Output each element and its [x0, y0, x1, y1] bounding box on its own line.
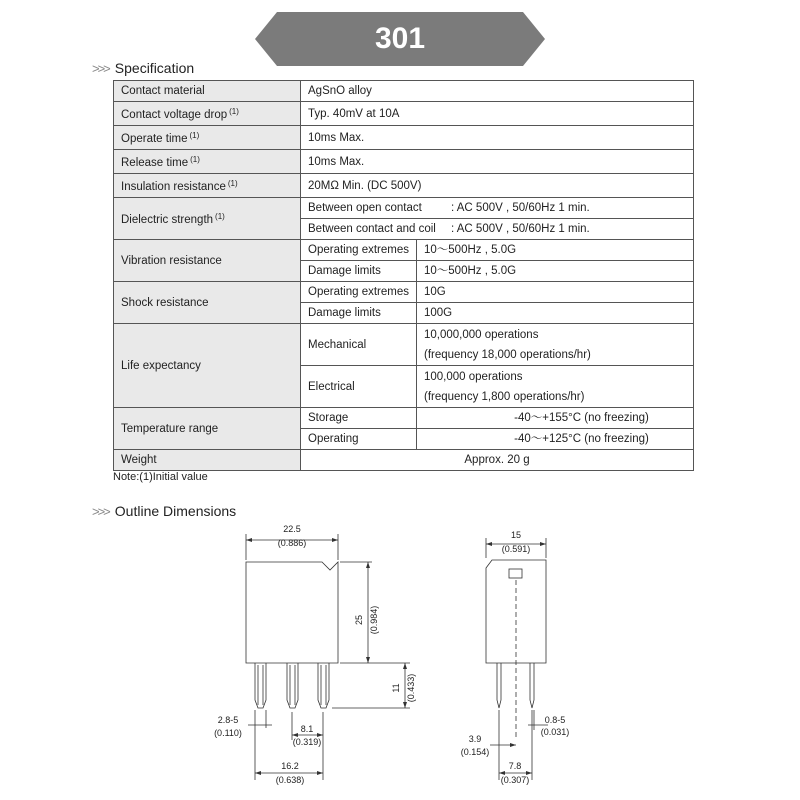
row-value: 10ms Max. — [301, 126, 694, 150]
value-line: 10,000,000 operations — [424, 328, 539, 341]
chevrons-icon: >>> — [92, 60, 109, 76]
table-row — [114, 282, 694, 303]
dielectric-name: Between contact and coil — [308, 223, 436, 235]
sub-value: -40～+155°C (no freezing) — [417, 408, 694, 429]
pin-thickness-inch: (0.031) — [540, 727, 570, 737]
front-body-outline — [246, 562, 338, 663]
sub-value: -40～+125°C (no freezing) — [417, 429, 694, 450]
row-label-cell — [114, 126, 301, 150]
note-marker: (1) — [227, 179, 238, 188]
sub-label: Damage limits — [301, 303, 417, 324]
pin-width-label: 2.8-5 — [217, 715, 239, 725]
row-label-cell — [114, 102, 301, 126]
pin-pitch-label: 8.1 — [300, 724, 314, 734]
dielectric-name: Between open contact — [308, 202, 422, 214]
table-row — [114, 198, 694, 219]
pin-length-label: 11 — [391, 683, 401, 693]
front-width-label: 22.5 — [283, 524, 301, 534]
sub-value — [417, 324, 694, 366]
front-height-label: 25 — [354, 614, 364, 626]
side-arrowheads — [486, 542, 546, 775]
chevrons-icon: >>> — [92, 503, 109, 519]
side-tab — [509, 569, 522, 578]
row-value: 10ms Max. — [301, 150, 694, 174]
sub-label: Operating extremes — [301, 282, 417, 303]
side-pin — [530, 663, 534, 708]
dielectric-cell — [301, 198, 694, 219]
sub-value: 10G — [417, 282, 694, 303]
footnote: Note:(1)Initial value — [113, 471, 208, 483]
pin-offset-inch: (0.154) — [460, 747, 490, 757]
table-row — [114, 81, 694, 102]
front-width-inch: (0.886) — [277, 538, 307, 548]
note-marker: (1) — [189, 131, 200, 140]
front-height-inch: (0.984) — [369, 605, 379, 635]
row-value: Typ. 40mV at 10A — [301, 102, 694, 126]
row-label: Contact voltage drop — [121, 109, 228, 121]
row-value: Approx. 20 g — [301, 450, 694, 471]
sub-value: 10～500Hz , 5.0G — [417, 240, 694, 261]
table-row — [114, 174, 694, 198]
row-label-cell — [114, 198, 301, 240]
table-row — [114, 324, 694, 366]
row-label: Weight — [114, 450, 301, 471]
side-width-label: 15 — [510, 530, 522, 540]
dielectric-value: : AC 500V , 50/60Hz 1 min. — [451, 223, 590, 235]
pin-length-inch: (0.433) — [406, 673, 416, 703]
note-marker: (1) — [215, 212, 225, 221]
specification-heading — [92, 60, 194, 76]
model-banner — [255, 12, 545, 66]
row-label: Shock resistance — [114, 282, 301, 324]
value-line: (frequency 18,000 operations/hr) — [424, 348, 591, 361]
specification-title: Specification — [114, 60, 195, 76]
value-line: 100,000 operations — [424, 370, 523, 383]
row-label: Insulation resistance — [121, 181, 226, 193]
row-label: Life expectancy — [114, 324, 301, 408]
sub-label: Damage limits — [301, 261, 417, 282]
pin-width-inch: (0.110) — [214, 728, 242, 738]
sub-label: Electrical — [301, 366, 417, 408]
outline-drawing — [0, 520, 800, 800]
table-row — [114, 126, 694, 150]
side-pin — [497, 663, 501, 708]
table-row — [114, 408, 694, 429]
sub-label: Storage — [301, 408, 417, 429]
pin-pitch-inch: (0.319) — [292, 737, 322, 747]
row-label: Contact material — [114, 81, 301, 102]
front-pin — [318, 663, 329, 708]
pin-gap-label: 7.8 — [508, 761, 522, 771]
row-value: 20MΩ Min. (DC 500V) — [301, 174, 694, 198]
pin-span-label: 16.2 — [281, 761, 299, 771]
front-pin — [255, 663, 266, 708]
specification-table — [113, 80, 694, 471]
row-label: Vibration resistance — [114, 240, 301, 282]
note-marker: (1) — [229, 107, 239, 116]
side-width-inch: (0.591) — [501, 544, 531, 554]
dielectric-value: : AC 500V , 50/60Hz 1 min. — [451, 202, 590, 214]
row-label-cell — [114, 150, 301, 174]
row-label-cell — [114, 174, 301, 198]
pin-offset-label: 3.9 — [468, 734, 482, 744]
sub-label: Operating — [301, 429, 417, 450]
row-value: AgSnO alloy — [301, 81, 694, 102]
row-label: Operate time — [121, 133, 188, 145]
model-number: 301 — [374, 22, 426, 55]
row-label: Dielectric strength — [121, 214, 214, 226]
row-label: Release time — [121, 157, 189, 169]
sub-label: Operating extremes — [301, 240, 417, 261]
row-label: Temperature range — [114, 408, 301, 450]
pin-span-inch: (0.638) — [275, 775, 305, 785]
sub-value — [417, 366, 694, 408]
table-row — [114, 150, 694, 174]
sub-label: Mechanical — [301, 324, 417, 366]
sub-value: 10～500Hz , 5.0G — [417, 261, 694, 282]
dielectric-cell — [301, 219, 694, 240]
note-marker: (1) — [190, 155, 200, 164]
pin-gap-inch: (0.307) — [500, 775, 530, 785]
sub-value: 100G — [417, 303, 694, 324]
table-row — [114, 102, 694, 126]
front-arrowheads — [246, 538, 407, 775]
table-row — [114, 240, 694, 261]
front-pin — [287, 663, 298, 708]
outline-title: Outline Dimensions — [114, 503, 237, 519]
value-line: (frequency 1,800 operations/hr) — [424, 390, 585, 403]
table-row — [114, 450, 694, 471]
pin-thickness-label: 0.8-5 — [544, 715, 566, 725]
outline-heading — [92, 503, 236, 519]
